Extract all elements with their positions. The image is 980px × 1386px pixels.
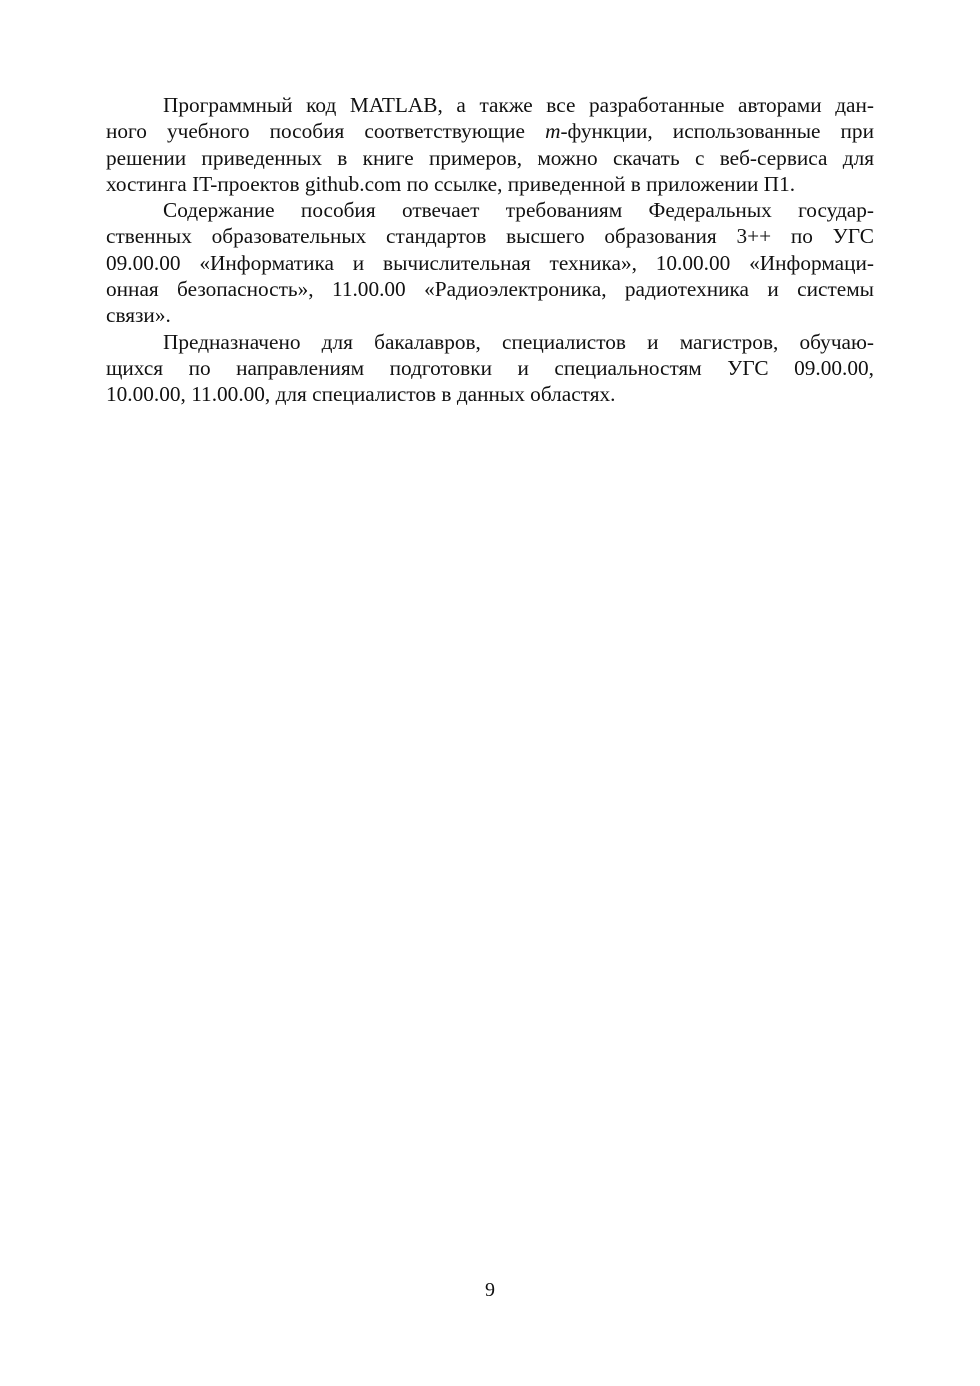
text-line: щихся по направлениям подготовки и специальностям УГС 09.00.00, <box>106 355 874 380</box>
text-line: Содержание пособия отвечает требованиям Федеральных государ- <box>163 198 874 223</box>
text-segment: ного учебного пособия соответствующие <box>106 119 546 144</box>
text-line: ственных образовательных стандартов высшего образования 3++ по УГС <box>106 224 874 249</box>
text-line: 09.00.00 «Информатика и вычислительная техника», 10.00.00 «Информаци- <box>106 250 874 275</box>
paragraph-audience <box>106 329 874 408</box>
text-line: решении приведенных в книге примеров, можно скачать с веб-сервиса для <box>106 145 874 170</box>
paragraph-matlab-code <box>106 92 874 197</box>
text-segment: -функции, использованные при <box>560 119 874 144</box>
text-line: Предназначено для бакалавров, специалистов и магистров, обучаю- <box>163 329 874 354</box>
page-number: 9 <box>485 1279 495 1301</box>
text-line: Программный код MATLAB, а также все разработанные авторами дан- <box>163 93 874 117</box>
text-line: 10.00.00, 11.00.00, для специалистов в данных областях. <box>106 382 616 407</box>
paragraph-standards <box>106 197 874 328</box>
page-body-text <box>106 92 874 408</box>
italic-m-token: m <box>545 119 561 144</box>
text-line: связи». <box>106 303 171 328</box>
text-line: онная безопасность», 11.00.00 «Радиоэлектроника, радиотехника и системы <box>106 277 874 302</box>
text-line: хостинга IT-проектов github.com по ссылке, приведенной в приложении П1. <box>106 171 796 196</box>
text-line <box>106 118 874 144</box>
